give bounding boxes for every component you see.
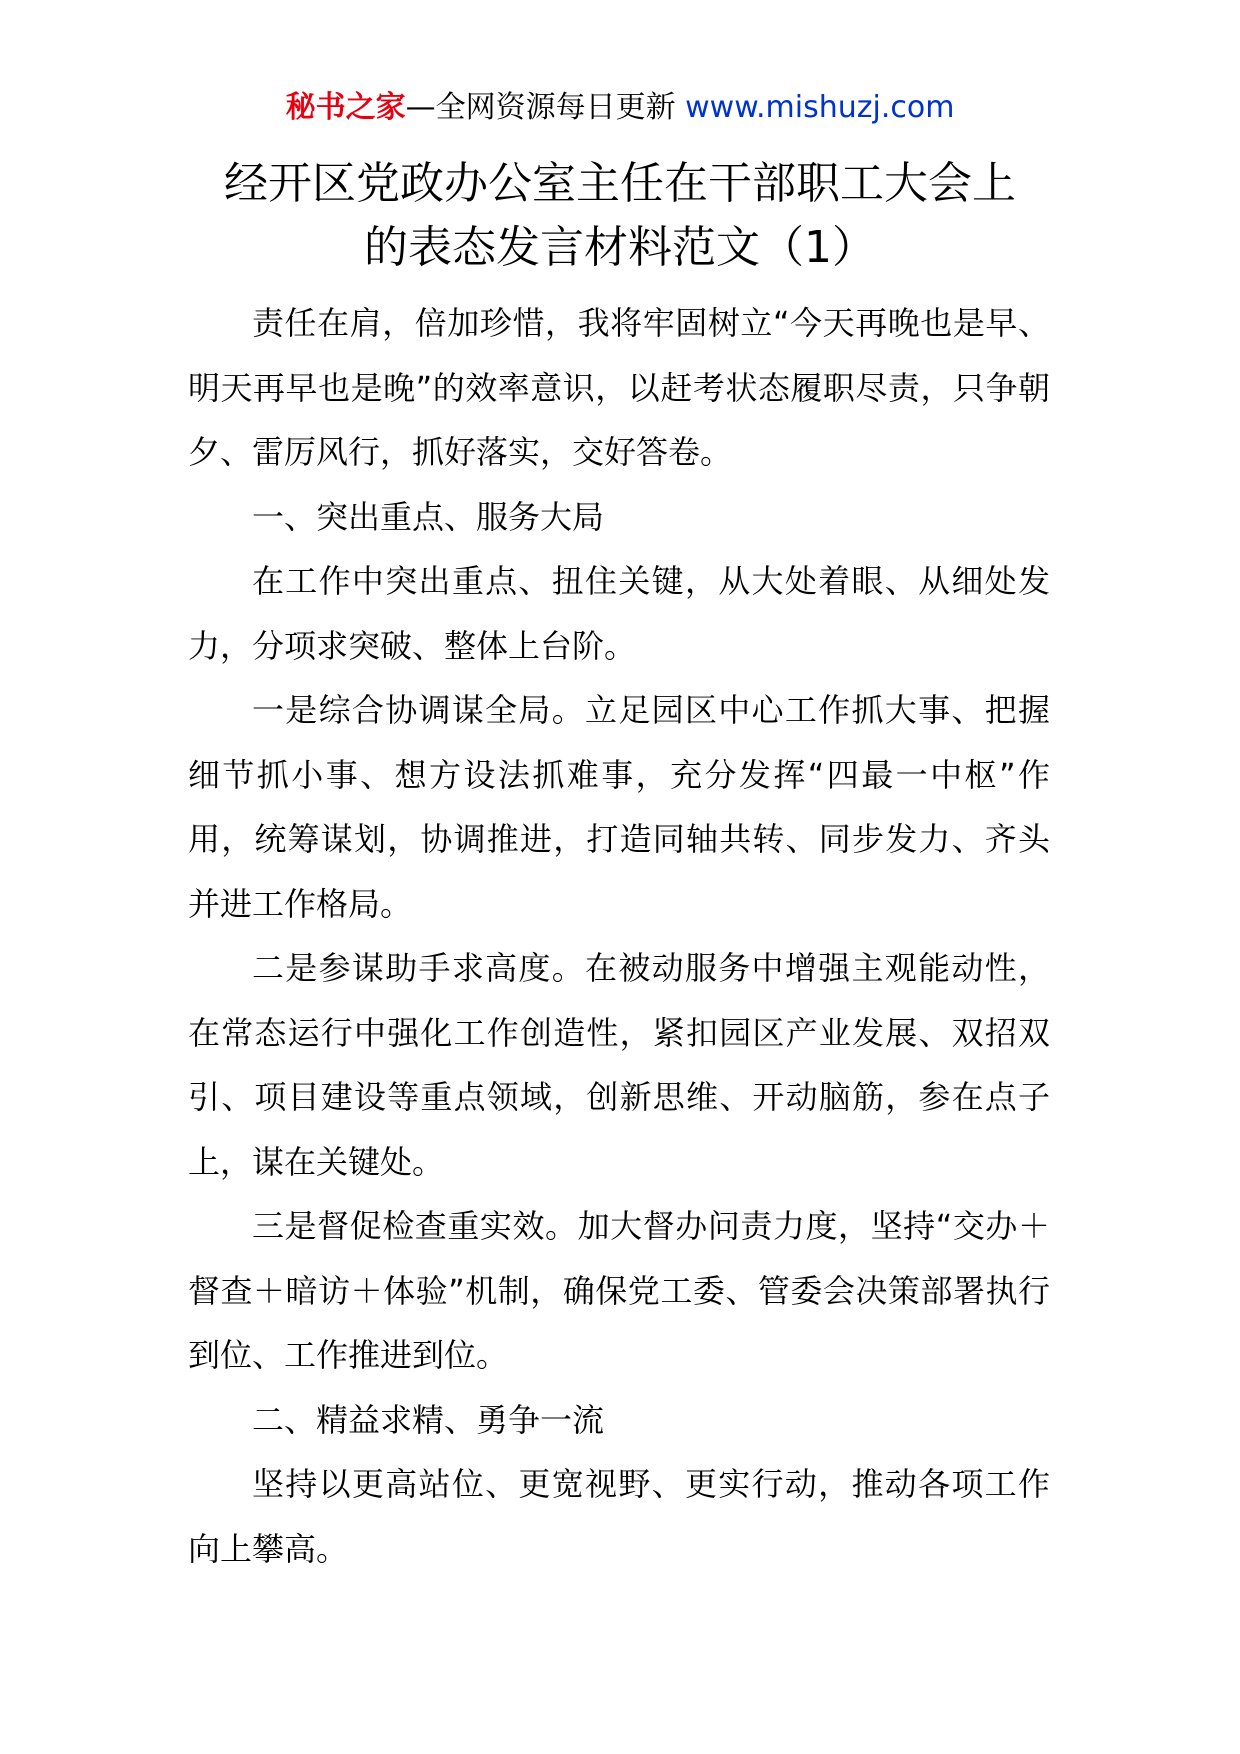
brand-name: 秘书之家 (285, 90, 406, 125)
paragraph-section-2-intro: 坚持以更高站位、更宽视野、更实行动，推动各项工作向上攀高。 (188, 1465, 1050, 1568)
site-header (0, 88, 1240, 128)
paragraph-intro: 责任在肩，倍加珍惜，我将牢固树立“今天再晚也是早、明天再早也是晚”的效率意识，以赶考状态履职尽责，只争朝夕、雷厉风行，抓好落实，交好答卷。 (188, 304, 1050, 471)
paragraph-point-1: 一是综合协调谋全局。立足园区中心工作抓大事、把握细节抓小事、想方设法抓难事，充分发挥“四最一中枢”作用，统筹谋划，协调推进，打造同轴共转、同步发力、齐头并进工作格局。 (188, 691, 1050, 923)
document-title (0, 152, 1240, 280)
section-heading-1: 一、突出重点、服务大局 (252, 497, 605, 536)
title-line-2: 的表态发言材料范文（1） (364, 222, 876, 273)
site-url: www.mishuzj.com (685, 90, 955, 125)
title-line-1: 经开区党政办公室主任在干部职工大会上 (224, 158, 1016, 209)
section-heading-2: 二、精益求精、勇争一流 (252, 1400, 605, 1439)
header-tagline: —全网资源每日更新 (405, 90, 676, 125)
paragraph-section-1-intro: 在工作中突出重点、扭住关键，从大处着眼、从细处发力，分项求突破、整体上台阶。 (188, 562, 1050, 665)
document-body (188, 291, 1050, 1581)
paragraph-point-2: 二是参谋助手求高度。在被动服务中增强主观能动性，在常态运行中强化工作创造性，紧扣园区产业发展、双招双引、项目建设等重点领域，创新思维、开动脑筋，参在点子上，谋在关键处。 (188, 949, 1050, 1181)
paragraph-point-3: 三是督促检查重实效。加大督办问责力度，坚持“交办＋督查＋暗访＋体验”机制，确保党工委、管委会决策部署执行到位、工作推进到位。 (188, 1207, 1050, 1374)
